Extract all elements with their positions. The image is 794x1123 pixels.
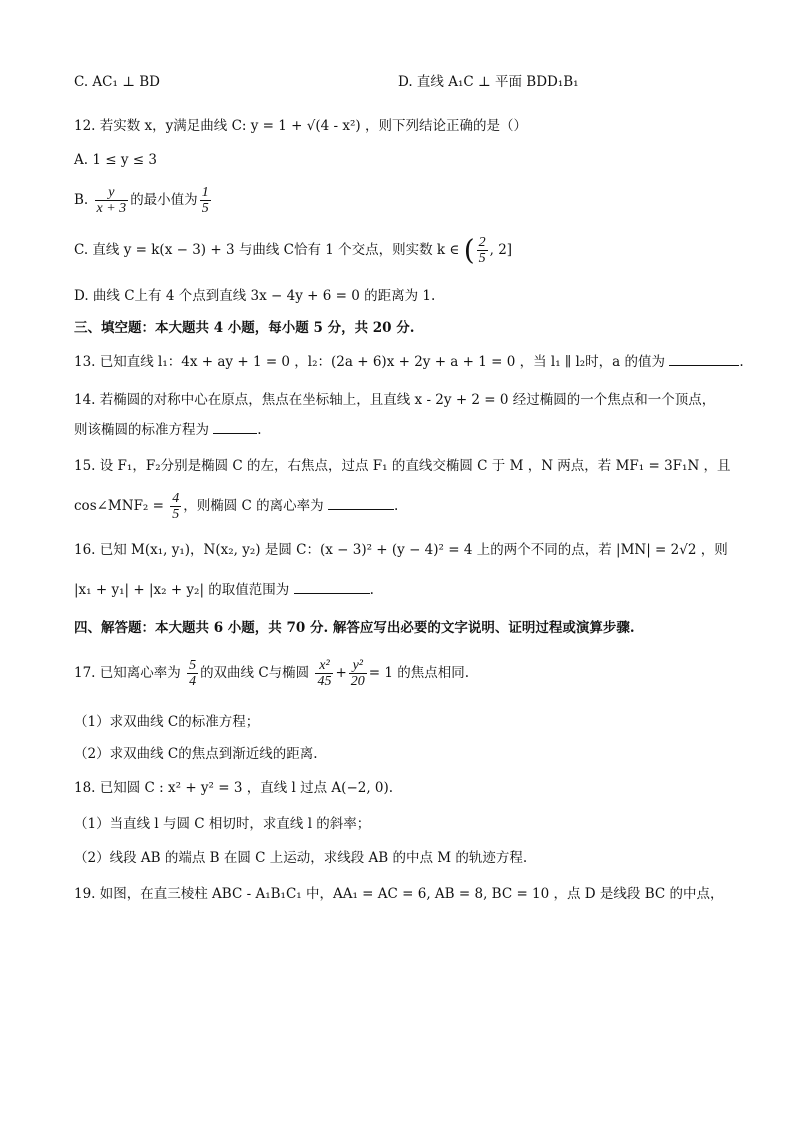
q17-x-num: x² xyxy=(315,658,333,674)
q18-part2: （2）线段 AB 的端点 B 在圆 C 上运动，求线段 AB 的中点 M 的轨迹方程. xyxy=(74,850,528,866)
q17-suffix: = 1 的焦点相同. xyxy=(368,665,470,681)
q19-stem: 19. 如图，在直三棱柱 ABC - A₁B₁C₁ 中，AA₁ = AC = 6, AB = 8, BC = 10 ，点 D 是线段 BC 的中点， xyxy=(74,886,724,902)
q12-c-num: 2 xyxy=(478,235,486,250)
q17-e-num: 5 xyxy=(189,658,197,673)
q12-stem: 12. 若实数 x，y满足曲线 C: y = 1 + √(4 - x²) ，则下列结论正确的是（） xyxy=(74,118,527,134)
q12-c-paren: ( xyxy=(463,233,475,267)
q14-line2: 则该椭圆的标准方程为 . xyxy=(74,422,262,438)
q17-prefix: 17. 已知离心率为 xyxy=(74,665,181,681)
q12-b-val-num: 1 xyxy=(201,185,209,200)
q15-line2-suffix: ，则椭圆 C 的离心率为 xyxy=(183,498,324,514)
section4-title: 四、解答题：本大题共 6 小题，共 70 分. 解答应写出必要的文字说明、证明过程或演算步骤. xyxy=(74,620,635,636)
q13: 13. 已知直线 l₁：4x + ay + 1 = 0 ，l₂：(2a + 6)x + 2y + a + 1 = 0 ，当 l₁ ∥ l₂时，a 的值为 . xyxy=(74,354,744,370)
q18-part1: （1）当直线 l 与圆 C 相切时，求直线 l 的斜率； xyxy=(74,816,371,832)
q16-line2-text: |x₁ + y₁| + |x₂ + y₂| 的取值范围为 xyxy=(74,582,290,598)
q17-x-term xyxy=(315,658,333,689)
q13-text: 13. 已知直线 l₁：4x + ay + 1 = 0 ，l₂：(2a + 6)x + 2y + a + 1 = 0 ，当 l₁ ∥ l₂时，a 的值为 xyxy=(74,354,666,370)
q12-b-den: x + 3 xyxy=(96,201,127,216)
q17-y-den: 20 xyxy=(350,674,365,689)
q14-line1: 14. 若椭圆的对称中心在原点，焦点在坐标轴上，且直线 x - 2y + 2 = 0 经过椭圆的一个焦点和一个顶点， xyxy=(74,392,716,408)
q15-line1: 15. 设 F₁，F₂分别是椭圆 C 的左，右焦点，过点 F₁ 的直线交椭圆 C 于 M ，N 两点，若 MF₁ = 3F₁N ，且 xyxy=(74,458,731,474)
q12-c-prefix: C. 直线 y = k(x − 3) + 3 与曲线 C恰有 1 个交点，则实数 k ∈ xyxy=(74,242,460,258)
q17-stem xyxy=(74,654,469,692)
q17-part2: （2）求双曲线 C的焦点到渐近线的距离. xyxy=(74,746,318,762)
q17-part1: （1）求双曲线 C的标准方程； xyxy=(74,714,260,730)
section3-title: 三、填空题：本大题共 4 小题，每小题 5 分，共 20 分. xyxy=(74,320,415,336)
q12-b-fraction xyxy=(95,185,129,216)
q17-y-num: y² xyxy=(349,658,367,674)
q12-b-suffix: 的最小值为 xyxy=(130,192,198,208)
q17-y-term xyxy=(349,658,367,689)
q17-eccentricity xyxy=(187,658,198,689)
q16-answer-blank[interactable] xyxy=(294,581,370,594)
q15-frac-den: 5 xyxy=(172,507,180,522)
q12-b-val-den: 5 xyxy=(201,201,209,216)
q15-answer-blank[interactable] xyxy=(328,497,394,510)
q16-line2: |x₁ + y₁| + |x₂ + y₂| 的取值范围为 . xyxy=(74,582,374,598)
q18-stem: 18. 已知圆 C : x² + y² = 3 ，直线 l 过点 A(−2, 0). xyxy=(74,780,394,796)
option-d-top: D. 直线 A₁C ⊥ 平面 BDD₁B₁ xyxy=(398,74,579,90)
q17-x-den: 45 xyxy=(317,674,332,689)
q13-answer-blank[interactable] xyxy=(669,353,739,366)
q12-option-c xyxy=(74,232,512,269)
q12-b-prefix: B. xyxy=(74,192,89,208)
q17-e-den: 4 xyxy=(189,674,197,689)
q15-cos-prefix: cos∠MNF₂ = xyxy=(74,498,164,514)
q17-middle: 的双曲线 C与椭圆 xyxy=(200,665,310,681)
q14-line2-text: 则该椭圆的标准方程为 xyxy=(74,422,209,438)
q12-b-value xyxy=(200,185,211,216)
option-c-top: C. AC₁ ⊥ BD xyxy=(74,74,160,90)
q14-answer-blank[interactable] xyxy=(213,421,257,434)
q12-c-fraction xyxy=(477,235,488,266)
q16-line1: 16. 已知 M(x₁, y₁)，N(x₂, y₂) 是圆 C：(x − 3)² + (y − 4)² = 4 上的两个不同的点，若 |MN| = 2√2 ，则 xyxy=(74,542,728,558)
q15-frac-num: 4 xyxy=(172,491,180,506)
q12-c-suffix: , 2] xyxy=(489,242,513,258)
q17-plus: + xyxy=(335,665,347,681)
q15-fraction xyxy=(170,491,181,522)
q12-b-num: y xyxy=(95,185,129,201)
q12-option-b xyxy=(74,182,213,218)
q12-option-d: D. 曲线 C上有 4 个点到直线 3x − 4y + 6 = 0 的距离为 1. xyxy=(74,288,436,304)
q15-line2: cos∠MNF₂ = $\frac{4}{5}$ ，则椭圆 C 的离心率为 . xyxy=(74,491,399,522)
q12-c-den: 5 xyxy=(478,251,486,266)
q12-option-a: A. 1 ≤ y ≤ 3 xyxy=(74,152,157,168)
